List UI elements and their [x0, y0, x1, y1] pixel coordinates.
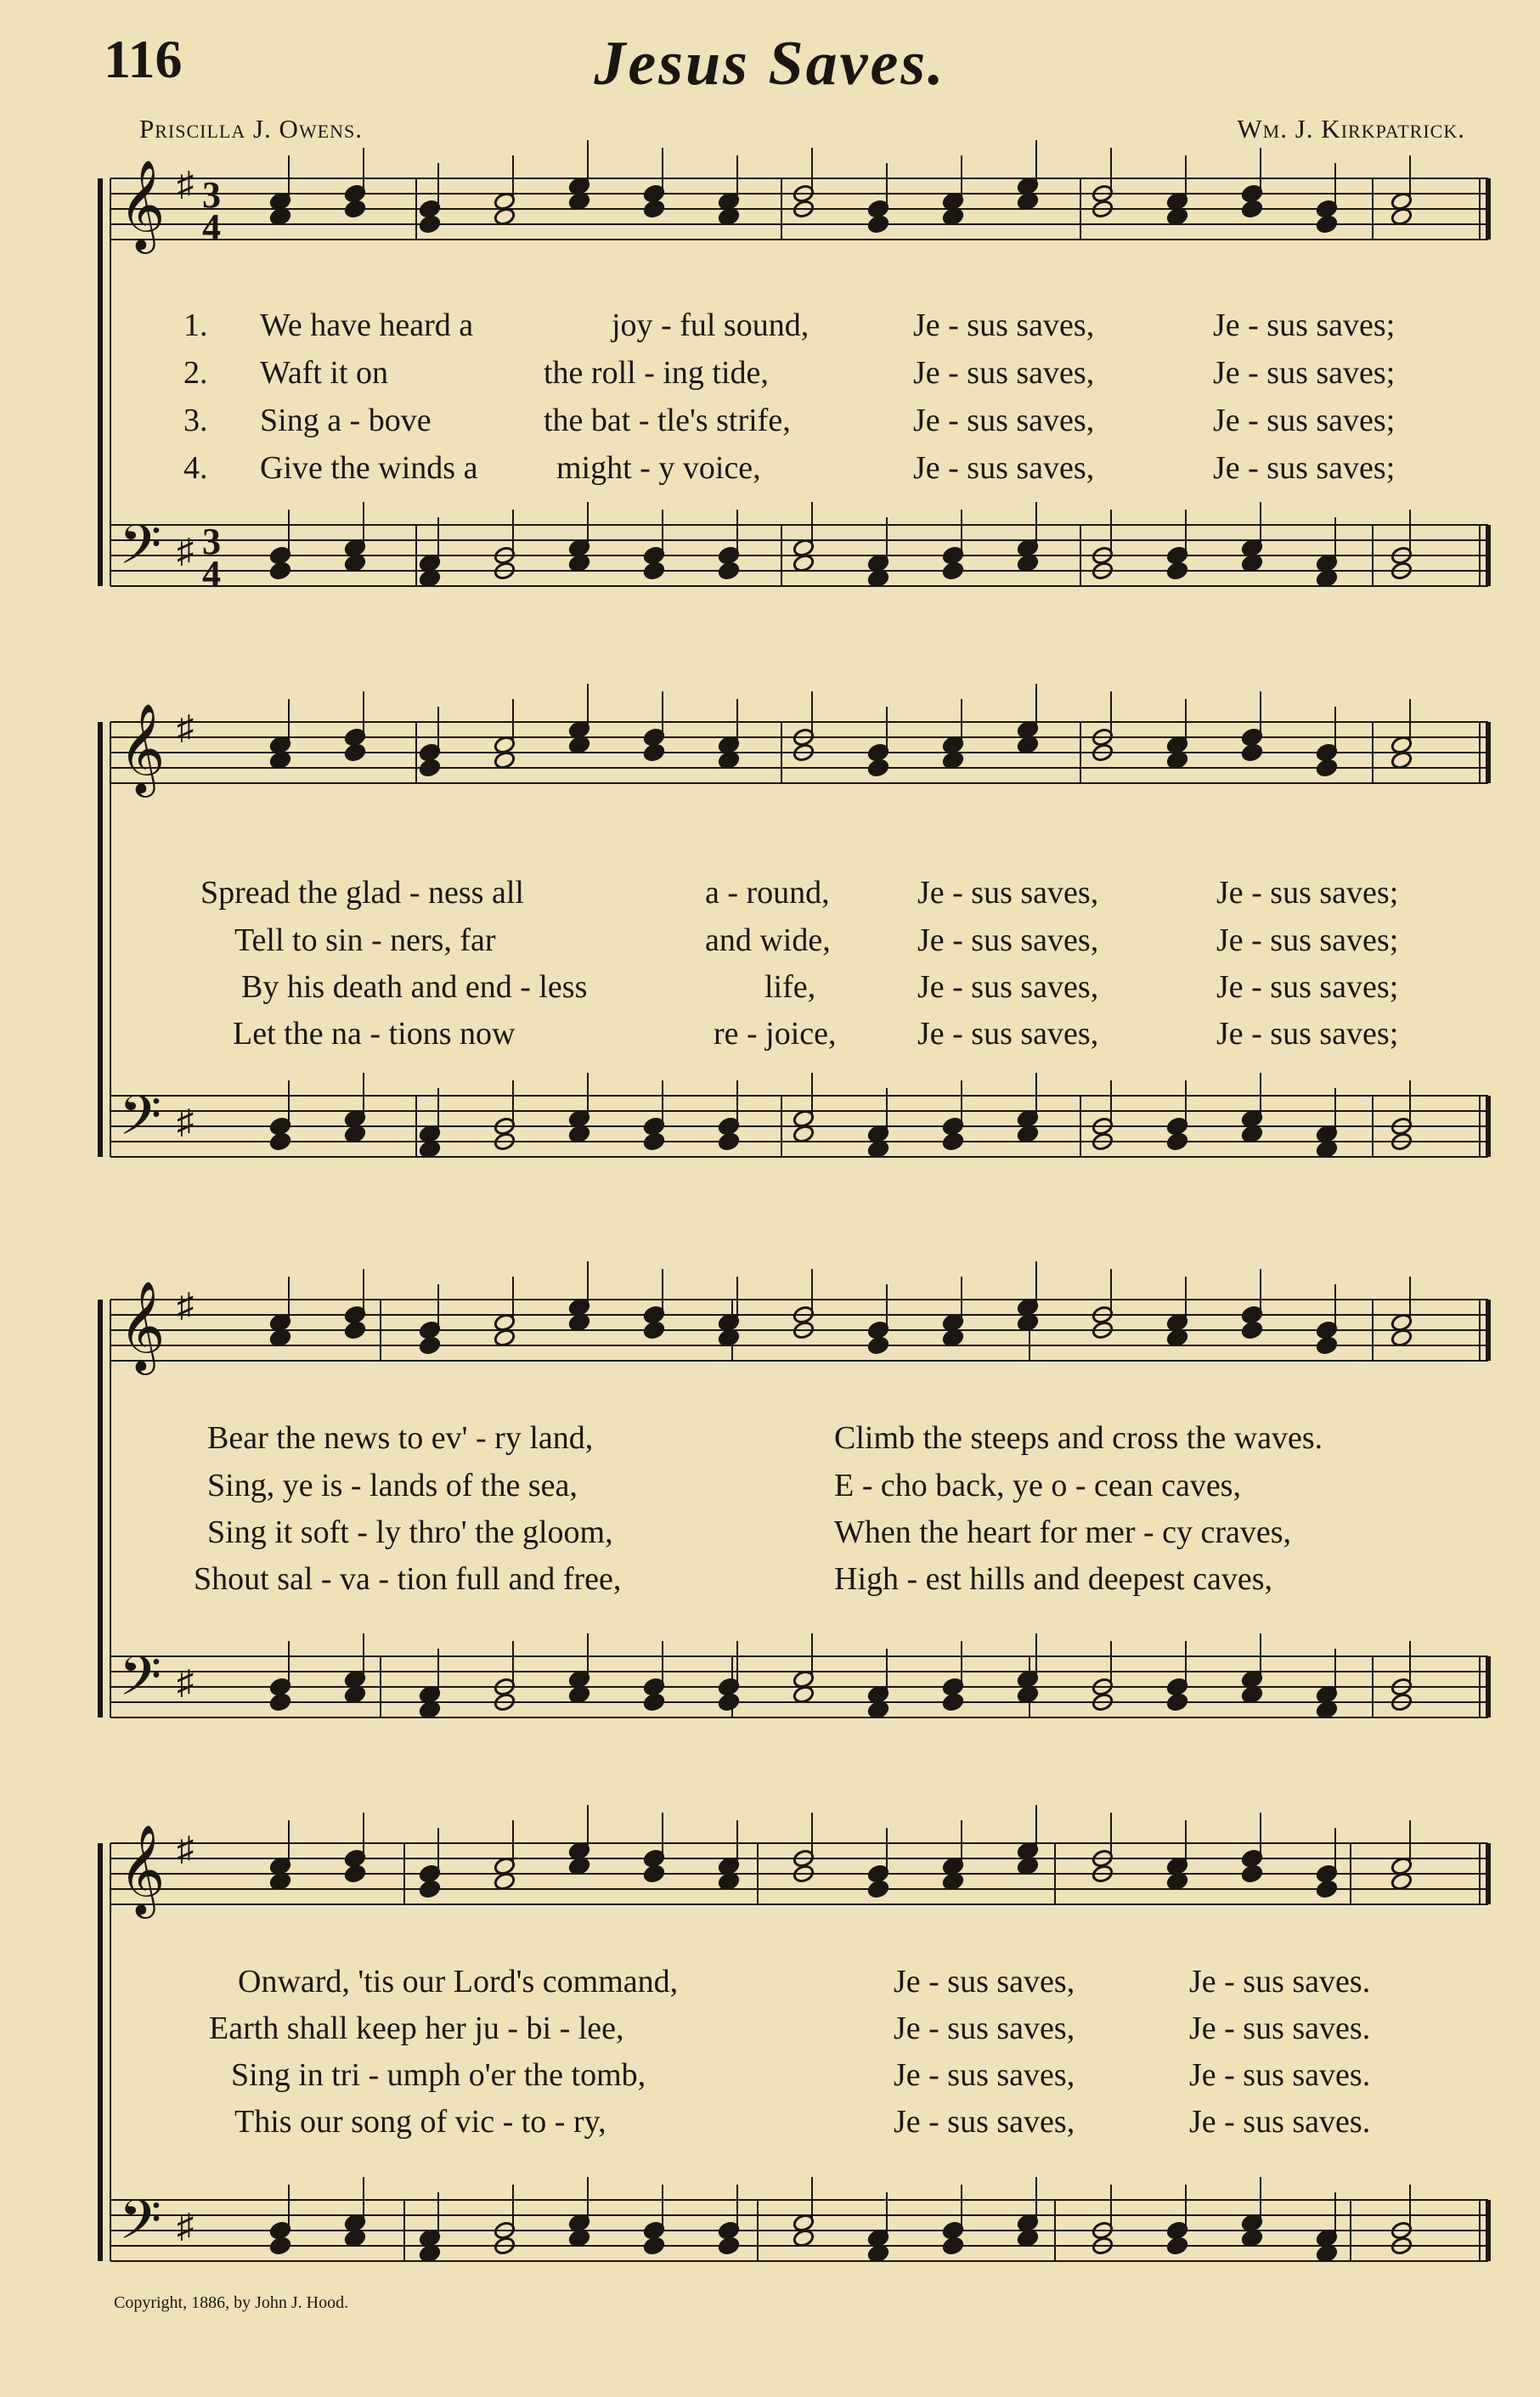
note-head [718, 561, 740, 580]
note-head [718, 2236, 740, 2255]
key-signature-sharp: ♯ [177, 1103, 194, 1141]
key-signature-sharp: ♯ [177, 165, 194, 203]
note-head [718, 1692, 740, 1712]
note-head [419, 214, 441, 234]
note-head [942, 2236, 964, 2255]
lyric-phrase: re - joice, [714, 1016, 837, 1052]
note-head [344, 1864, 366, 1883]
note-head [942, 561, 964, 580]
lyric-phrase: When the heart for mer - cy craves, [834, 1514, 1292, 1550]
note-head [643, 1692, 665, 1712]
page-number: 116 [104, 29, 183, 89]
lyric-phrase: Je - sus saves, [913, 450, 1095, 486]
note-head [643, 561, 665, 580]
note-head [643, 1320, 665, 1340]
key-signature-sharp: ♯ [177, 1663, 194, 1701]
lyric-phrase: By his death and end - less [241, 969, 588, 1005]
time-signature-top: 3 [202, 521, 221, 562]
lyric-phrase: Je - sus saves; [1216, 969, 1399, 1005]
note-head [269, 2236, 291, 2255]
lyric-phrase: Je - sus saves; [1216, 875, 1399, 911]
lyric-phrase: This our song of vic - to - ry, [234, 2104, 606, 2140]
note-head [643, 1864, 665, 1883]
lyric-phrase: Je - sus saves, [913, 307, 1095, 343]
note-head [1166, 1131, 1188, 1151]
note-head [1316, 1879, 1338, 1898]
note-head [867, 758, 889, 777]
note-head [867, 1879, 889, 1898]
note-head [419, 758, 441, 777]
time-signature-bottom: 4 [202, 206, 221, 248]
lyricist-credit: Priscilla J. Owens. [139, 114, 364, 144]
lyric-phrase: Je - sus saves. [1189, 1964, 1371, 1999]
lyric-phrase: Je - sus saves, [894, 2104, 1075, 2140]
lyric-phrase: the bat - tle's strife, [544, 403, 791, 438]
lyric-phrase: Je - sus saves; [1216, 922, 1399, 958]
lyric-phrase: Shout sal - va - tion full and free, [194, 1561, 622, 1597]
note-head [1316, 1335, 1338, 1355]
lyric-phrase: High - est hills and deepest caves, [834, 1561, 1273, 1597]
bass-clef: 𝄢 [119, 514, 162, 590]
lyric-phrase: Let the na - tions now [233, 1016, 516, 1052]
lyric-phrase: Sing a - bove [260, 403, 432, 438]
lyric-phrase: a - round, [705, 875, 830, 911]
note-head [1166, 1692, 1188, 1712]
composer-credit: Wm. J. Kirkpatrick. [1237, 114, 1465, 144]
lyric-phrase: Sing in tri - umph o'er the tomb, [231, 2057, 646, 2093]
key-signature-sharp: ♯ [177, 708, 194, 747]
note-head [1241, 1320, 1263, 1340]
lyric-phrase: Je - sus saves; [1213, 307, 1396, 343]
lyric-phrase: Climb the steeps and cross the waves. [834, 1420, 1323, 1456]
note-head [942, 1692, 964, 1712]
lyric-phrase: the roll - ing tide, [544, 355, 769, 391]
lyric-phrase: and wide, [705, 922, 831, 958]
lyric-phrase: Je - sus saves; [1216, 1016, 1399, 1052]
treble-clef: 𝄞 [119, 1824, 166, 1915]
note-head [344, 742, 366, 762]
copyright-notice: Copyright, 1886, by John J. Hood. [114, 2293, 349, 2312]
verse-number: 3. [183, 403, 208, 438]
lyric-phrase: life, [764, 969, 816, 1005]
note-head [1241, 1864, 1263, 1883]
note-head [643, 742, 665, 762]
treble-clef: 𝄞 [119, 159, 166, 250]
time-signature-bottom: 4 [202, 553, 221, 595]
lyric-phrase: Spread the glad - ness all [200, 875, 524, 911]
verse-number: 1. [183, 307, 208, 343]
lyric-phrase: Je - sus saves; [1213, 403, 1396, 438]
note-head [1166, 2236, 1188, 2255]
note-head [718, 1131, 740, 1151]
lyric-phrase: Give the winds a [260, 450, 478, 486]
treble-clef: 𝄞 [119, 1280, 166, 1371]
note-head [942, 1131, 964, 1151]
lyric-phrase: We have heard a [260, 307, 474, 343]
key-signature-sharp: ♯ [177, 1830, 194, 1868]
hymn-title: Jesus Saves. [594, 29, 946, 99]
lyric-phrase: Tell to sin - ners, far [234, 922, 496, 958]
note-head [1241, 742, 1263, 762]
note-head [643, 199, 665, 218]
lyric-phrase: Je - sus saves, [917, 1016, 1099, 1052]
lyric-phrase: Je - sus saves, [917, 969, 1099, 1005]
note-head [1241, 199, 1263, 218]
note-head [419, 1879, 441, 1898]
note-head [344, 1320, 366, 1340]
key-signature-sharp: ♯ [177, 2207, 194, 2245]
bass-clef: 𝄢 [119, 1085, 162, 1161]
note-head [1166, 561, 1188, 580]
note-head [643, 1131, 665, 1151]
key-signature-sharp: ♯ [177, 532, 194, 570]
lyric-phrase: Bear the news to ev' - ry land, [207, 1420, 594, 1456]
lyric-phrase: E - cho back, ye o - cean caves, [834, 1468, 1241, 1503]
lyric-phrase: Je - sus saves, [917, 922, 1099, 958]
note-head [1316, 758, 1338, 777]
note-head [419, 1335, 441, 1355]
lyric-phrase: Je - sus saves. [1189, 2104, 1371, 2140]
note-head [269, 1692, 291, 1712]
lyric-phrase: Earth shall keep her ju - bi - lee, [209, 2011, 624, 2046]
note-head [344, 199, 366, 218]
lyric-phrase: Je - sus saves; [1213, 355, 1396, 391]
time-signature-top: 3 [202, 174, 221, 216]
note-head [269, 1131, 291, 1151]
lyric-phrase: Je - sus saves, [894, 2011, 1075, 2046]
lyric-phrase: Je - sus saves; [1213, 450, 1396, 486]
bass-clef: 𝄢 [119, 1645, 162, 1722]
lyric-phrase: Je - sus saves. [1189, 2057, 1371, 2093]
lyric-phrase: Je - sus saves, [913, 403, 1095, 438]
treble-clef: 𝄞 [119, 702, 166, 793]
lyric-phrase: Je - sus saves, [913, 355, 1095, 391]
lyric-phrase: Je - sus saves, [917, 875, 1099, 911]
lyric-phrase: Je - sus saves. [1189, 2011, 1371, 2046]
bass-clef: 𝄢 [119, 2189, 162, 2265]
verse-number: 2. [183, 355, 208, 391]
lyric-phrase: Sing, ye is - lands of the sea, [207, 1468, 578, 1503]
lyric-phrase: Je - sus saves, [894, 1964, 1075, 1999]
note-head [867, 1335, 889, 1355]
lyric-phrase: might - y voice, [556, 450, 761, 486]
lyric-phrase: Je - sus saves, [894, 2057, 1075, 2093]
lyric-phrase: Sing it soft - ly thro' the gloom, [207, 1514, 613, 1550]
note-head [1316, 214, 1338, 234]
lyric-phrase: Onward, 'tis our Lord's command, [238, 1964, 679, 1999]
note-head [867, 214, 889, 234]
lyric-phrase: joy - ful sound, [612, 307, 809, 343]
verse-number: 4. [183, 450, 208, 486]
note-head [643, 2236, 665, 2255]
lyric-phrase: Waft it on [260, 355, 389, 391]
note-head [269, 561, 291, 580]
key-signature-sharp: ♯ [177, 1286, 194, 1324]
